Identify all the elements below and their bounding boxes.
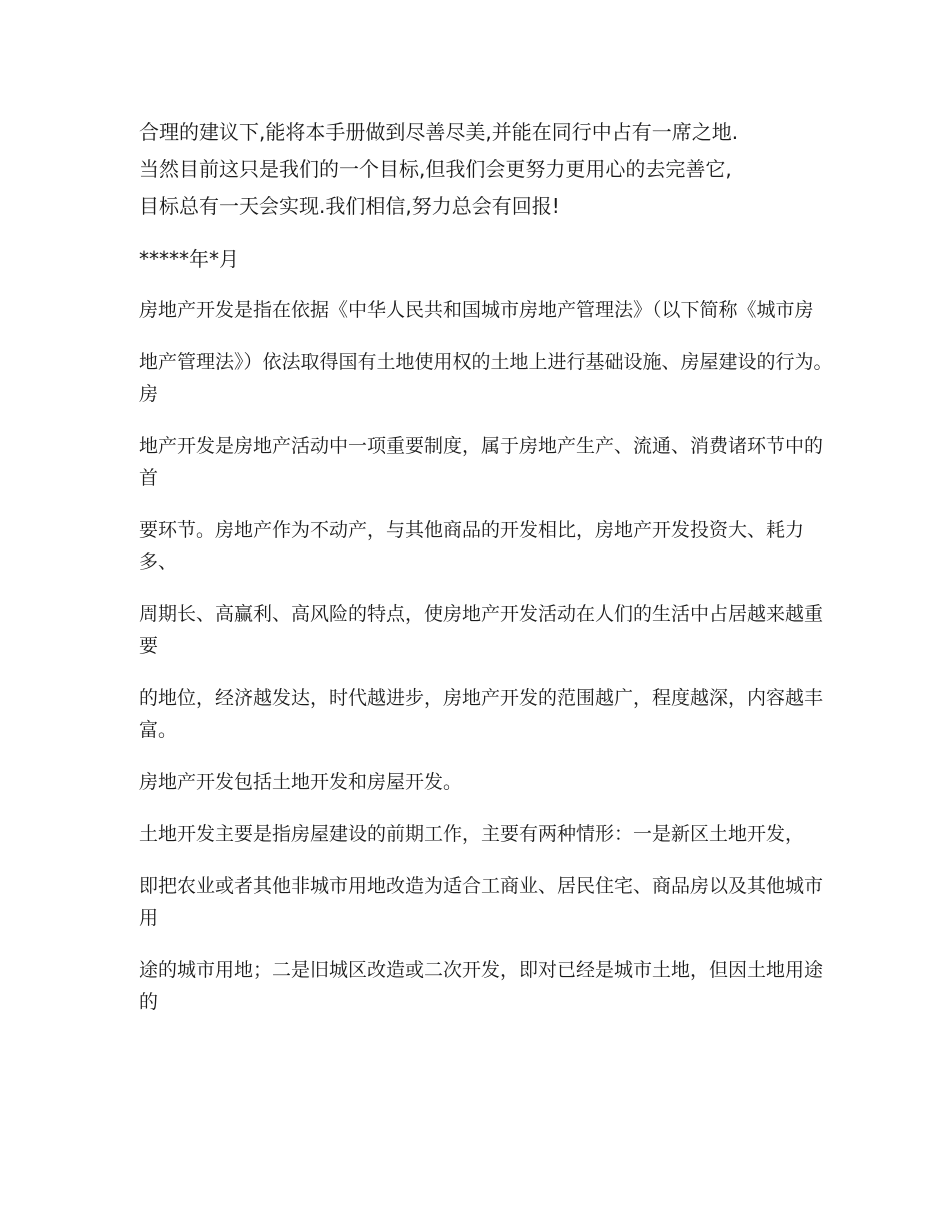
paragraph-9: 即把农业或者其他非城市用地改造为适合工商业、居民住宅、商品房以及其他城市用 [139, 875, 824, 929]
date-line: *****年*月 [139, 247, 239, 271]
intro-line-3: 目标总有一天会实现.我们相信,努力总会有回报! [139, 194, 560, 218]
paragraph-1: 房地产开发是指在依据《中华人民共和国城市房地产管理法》（以下简称《城市房 [139, 299, 814, 321]
intro-line-1: 合理的建议下,能将本手册做到尽善尽美,并能在同行中占有一席之地. [139, 120, 739, 144]
paragraph-8: 土地开发主要是指房屋建设的前期工作，主要有两种情形：一是新区土地开发， [139, 823, 805, 845]
body-text [139, 294, 833, 1018]
paragraph-6: 的地位，经济越发达，时代越进步，房地产开发的范围越广，程度越深，内容越丰富。 [139, 687, 824, 741]
intro-paragraph [139, 114, 830, 225]
paragraph-10: 途的城市用地；二是旧城区改造或二次开发，即对已经是城市土地，但因土地用途的 [139, 959, 824, 1013]
paragraph-4: 要环节。房地产作为不动产，与其他商品的开发相比，房地产开发投资大、耗力多、 [139, 519, 805, 573]
paragraph-7: 房地产开发包括土地开发和房屋开发。 [139, 771, 463, 793]
paragraph-2: 地产管理法》）依法取得国有土地使用权的土地上进行基础设施、房屋建设的行为。房 [139, 351, 833, 405]
intro-line-2: 当然目前这只是我们的一个目标,但我们会更努力更用心的去完善它, [139, 157, 732, 181]
paragraph-5: 周期长、高赢利、高风险的特点，使房地产开发活动在人们的生活中占居越来越重要 [139, 603, 824, 657]
paragraph-3: 地产开发是房地产活动中一项重要制度，属于房地产生产、流通、消费诸环节中的首 [139, 435, 824, 489]
